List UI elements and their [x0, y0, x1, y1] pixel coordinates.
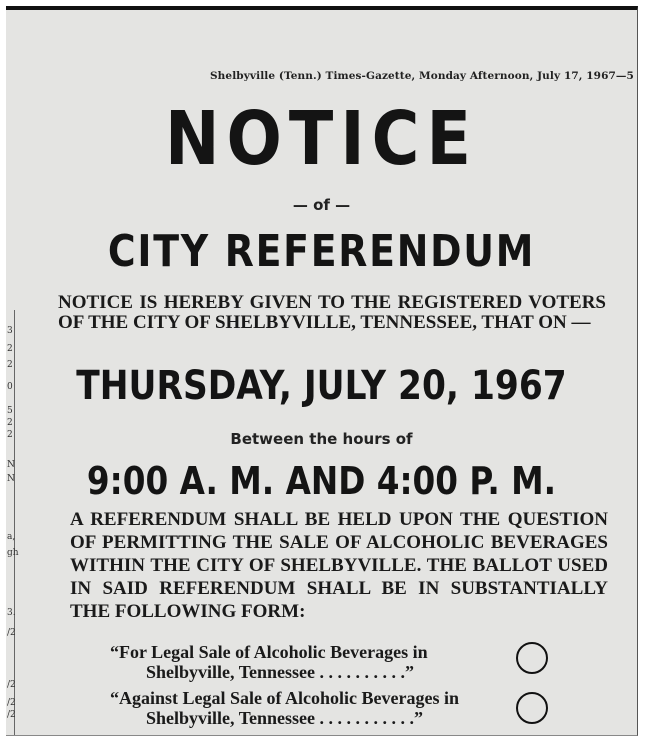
left-margin-column: [6, 310, 19, 736]
margin-mark: /2: [7, 698, 16, 708]
margin-mark: N: [7, 474, 15, 484]
notice-title: NOTICE: [164, 96, 479, 182]
intro-paragraph: NOTICE IS HEREBY GIVEN TO THE REGISTERED VOTERS OF THE CITY OF SHELBYVILLE, TENNESSEE, THAT ON —: [58, 292, 606, 333]
margin-mark: a,: [7, 532, 16, 542]
margin-mark: 2: [7, 418, 13, 428]
margin-mark: 2: [7, 430, 13, 440]
margin-mark: 0: [7, 382, 13, 392]
between-hours-label: Between the hours of: [230, 430, 413, 448]
margin-mark: gh: [7, 548, 19, 558]
polling-hours: 9:00 A. M. AND 4:00 P. M.: [86, 459, 557, 503]
margin-mark: /2: [7, 710, 16, 720]
ballot-option-line: Shelbyville, Tennessee . . . . . . . . . .”: [146, 662, 415, 682]
ballot-circle-for: [516, 642, 548, 674]
ballot-circle-against: [516, 692, 548, 724]
referendum-heading: CITY REFERENDUM: [107, 226, 536, 277]
referendum-body: A REFERENDUM SHALL BE HELD UPON THE QUESTION OF PERMITTING THE SALE OF ALCOHOLIC BEVERAGES WITHIN THE CITY OF SHELBYVILLE. THE BALLOT USED IN SAID REFERENDUM SHALL BE IN SUBSTANTIALLY THE FOLLOWING FORM:: [70, 509, 608, 622]
margin-mark: 3.: [7, 608, 16, 618]
ballot-option-line: “Against Legal Sale of Alcoholic Beverages in: [110, 688, 459, 708]
margin-mark: /2: [7, 628, 16, 638]
referendum-date: THURSDAY, JULY 20, 1967: [76, 363, 567, 409]
margin-mark: 5: [7, 406, 13, 416]
ballot-option-for: [110, 642, 428, 682]
margin-mark: 2: [7, 344, 13, 354]
newspaper-page: [6, 6, 638, 736]
newspaper-header: Shelbyville (Tenn.) Times-Gazette, Monday Afternoon, July 17, 1967—5: [210, 70, 634, 82]
ballot-option-line: Shelbyville, Tennessee . . . . . . . . . . .”: [146, 708, 424, 728]
margin-mark: /2: [7, 680, 16, 690]
margin-mark: 3: [7, 326, 13, 336]
of-line: — of —: [292, 196, 351, 214]
ballot-option-line: “For Legal Sale of Alcoholic Beverages in: [110, 642, 428, 662]
margin-mark: N: [7, 460, 15, 470]
margin-mark: 2: [7, 360, 13, 370]
ballot-option-against: [110, 688, 459, 728]
